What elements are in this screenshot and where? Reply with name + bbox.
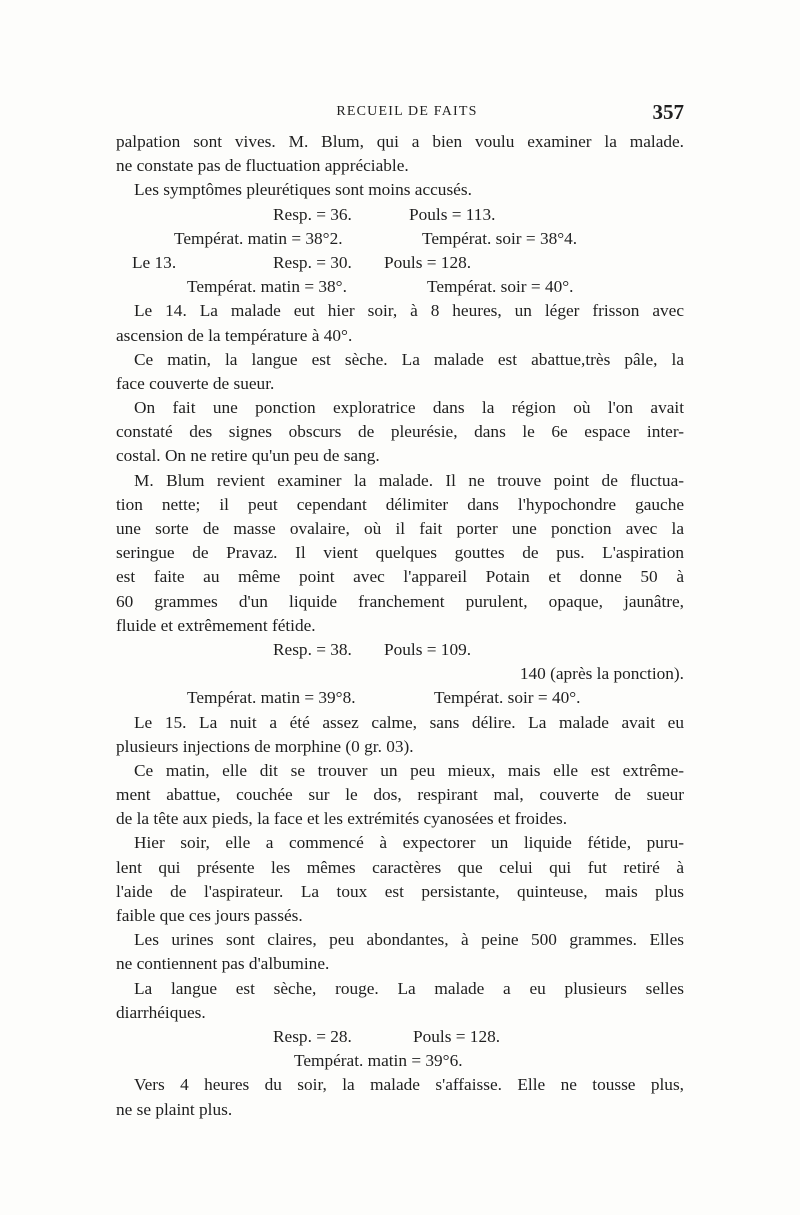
text-line: 60 grammes d'un liquide franchement purulent, opaque, jaunâtre, <box>116 591 684 611</box>
vitals-value: Resp. = 38. <box>273 639 352 659</box>
text-line: costal. On ne retire qu'un peu de sang. <box>116 446 380 466</box>
text-line: fluide et extrêmement fétide. <box>116 615 316 635</box>
text-line: On fait une ponction exploratrice dans la région où l'on avait <box>134 398 684 418</box>
text-line: Le 14. La malade eut hier soir, à 8 heures, un léger frisson avec <box>134 301 684 321</box>
vitals-row <box>116 686 684 710</box>
page-number: 357 <box>652 100 684 124</box>
vitals-value: Pouls = 128. <box>413 1026 501 1046</box>
text-line: Les symptômes pleurétiques sont moins accusés. <box>134 180 472 200</box>
text-line: ment abattue, couchée sur le dos, respirant mal, couverte de sueur <box>116 785 684 805</box>
running-head: RECUEIL DE FAITS <box>336 104 478 119</box>
vitals-row <box>116 638 684 662</box>
vitals-value: Resp. = 36. <box>273 204 352 224</box>
text-line: Ce matin, elle dit se trouver un peu mieux, mais elle est extrême- <box>134 760 684 780</box>
vitals-row <box>116 1049 684 1073</box>
text-line: une sorte de masse ovalaire, où il fait porter une ponction avec la <box>116 519 684 538</box>
text-line: lent qui présente les mêmes caractères que celui qui fut retiré à <box>116 857 684 877</box>
text-line: M. Blum revient examiner la malade. Il ne trouve point de fluctua- <box>134 470 684 490</box>
text-line: ne contiennent pas d'albumine. <box>116 954 330 974</box>
vitals-value: Températ. matin = 38°2. <box>174 228 343 248</box>
vitals-row <box>116 251 684 275</box>
text-line: de la tête aux pieds, la face et les extrémités cyanosées et froides. <box>116 809 568 829</box>
vitals-value: Le 13. <box>132 252 177 272</box>
vitals-value: Pouls = 128. <box>384 252 472 272</box>
vitals-value: Températ. soir = 38°4. <box>422 228 578 248</box>
vitals-value: Températ. matin = 39°6. <box>294 1051 463 1071</box>
vitals-value: Resp. = 28. <box>273 1026 352 1046</box>
vitals-value: Températ. soir = 40°. <box>427 277 574 297</box>
vitals-row: 140 (après la ponction). <box>519 664 684 684</box>
text-line: tion nette; il peut cependant délimiter dans l'hypochondre gauche <box>116 494 684 514</box>
text-line: face couverte de sueur. <box>116 373 275 393</box>
text-line: ne constate pas de fluctuation appréciable. <box>116 156 409 176</box>
text-line: plusieurs injections de morphine (0 gr. 03). <box>116 736 414 756</box>
vitals-row <box>116 203 684 227</box>
vitals-value: Températ. soir = 40°. <box>434 688 581 708</box>
text-line: seringue de Pravaz. Il vient quelques gouttes de pus. L'aspiration <box>116 543 684 563</box>
vitals-value: Températ. matin = 38°. <box>187 277 347 297</box>
text-line: ne se plaint plus. <box>116 1099 233 1119</box>
vitals-row <box>116 1025 684 1049</box>
vitals-value: Pouls = 109. <box>384 639 472 659</box>
vitals-row <box>116 227 684 251</box>
text-line: Les urines sont claires, peu abondantes, à peine 500 grammes. Elles <box>134 930 684 950</box>
text-line: palpation sont vives. M. Blum, qui a bien voulu examiner la malade. <box>116 132 684 151</box>
page-header <box>116 100 684 126</box>
page-body <box>116 130 684 1122</box>
text-line: diarrhéiques. <box>116 1002 206 1022</box>
text-line: constaté des signes obscurs de pleurésie, dans le 6e espace inter- <box>116 422 684 442</box>
text-line: Hier soir, elle a commencé à expectorer un liquide fétide, puru- <box>134 833 684 853</box>
text-line: Vers 4 heures du soir, la malade s'affaisse. Elle ne tousse plus, <box>134 1075 684 1095</box>
vitals-value: Températ. matin = 39°8. <box>187 688 356 708</box>
text-line: ascension de la température à 40°. <box>116 325 353 345</box>
text-line: Ce matin, la langue est sèche. La malade est abattue,très pâle, la <box>134 349 684 369</box>
vitals-value: Pouls = 113. <box>409 204 496 224</box>
text-line: Le 15. La nuit a été assez calme, sans délire. La malade avait eu <box>134 712 684 732</box>
vitals-value: Resp. = 30. <box>273 252 352 272</box>
text-line: faible que ces jours passés. <box>116 906 303 925</box>
text-line: La langue est sèche, rouge. La malade a eu plusieurs selles <box>134 978 684 998</box>
text-line: est faite au même point avec l'appareil Potain et donne 50 à <box>116 567 684 587</box>
text-line: l'aide de l'aspirateur. La toux est persistante, quinteuse, mais plus <box>116 881 684 901</box>
vitals-row <box>116 275 684 299</box>
